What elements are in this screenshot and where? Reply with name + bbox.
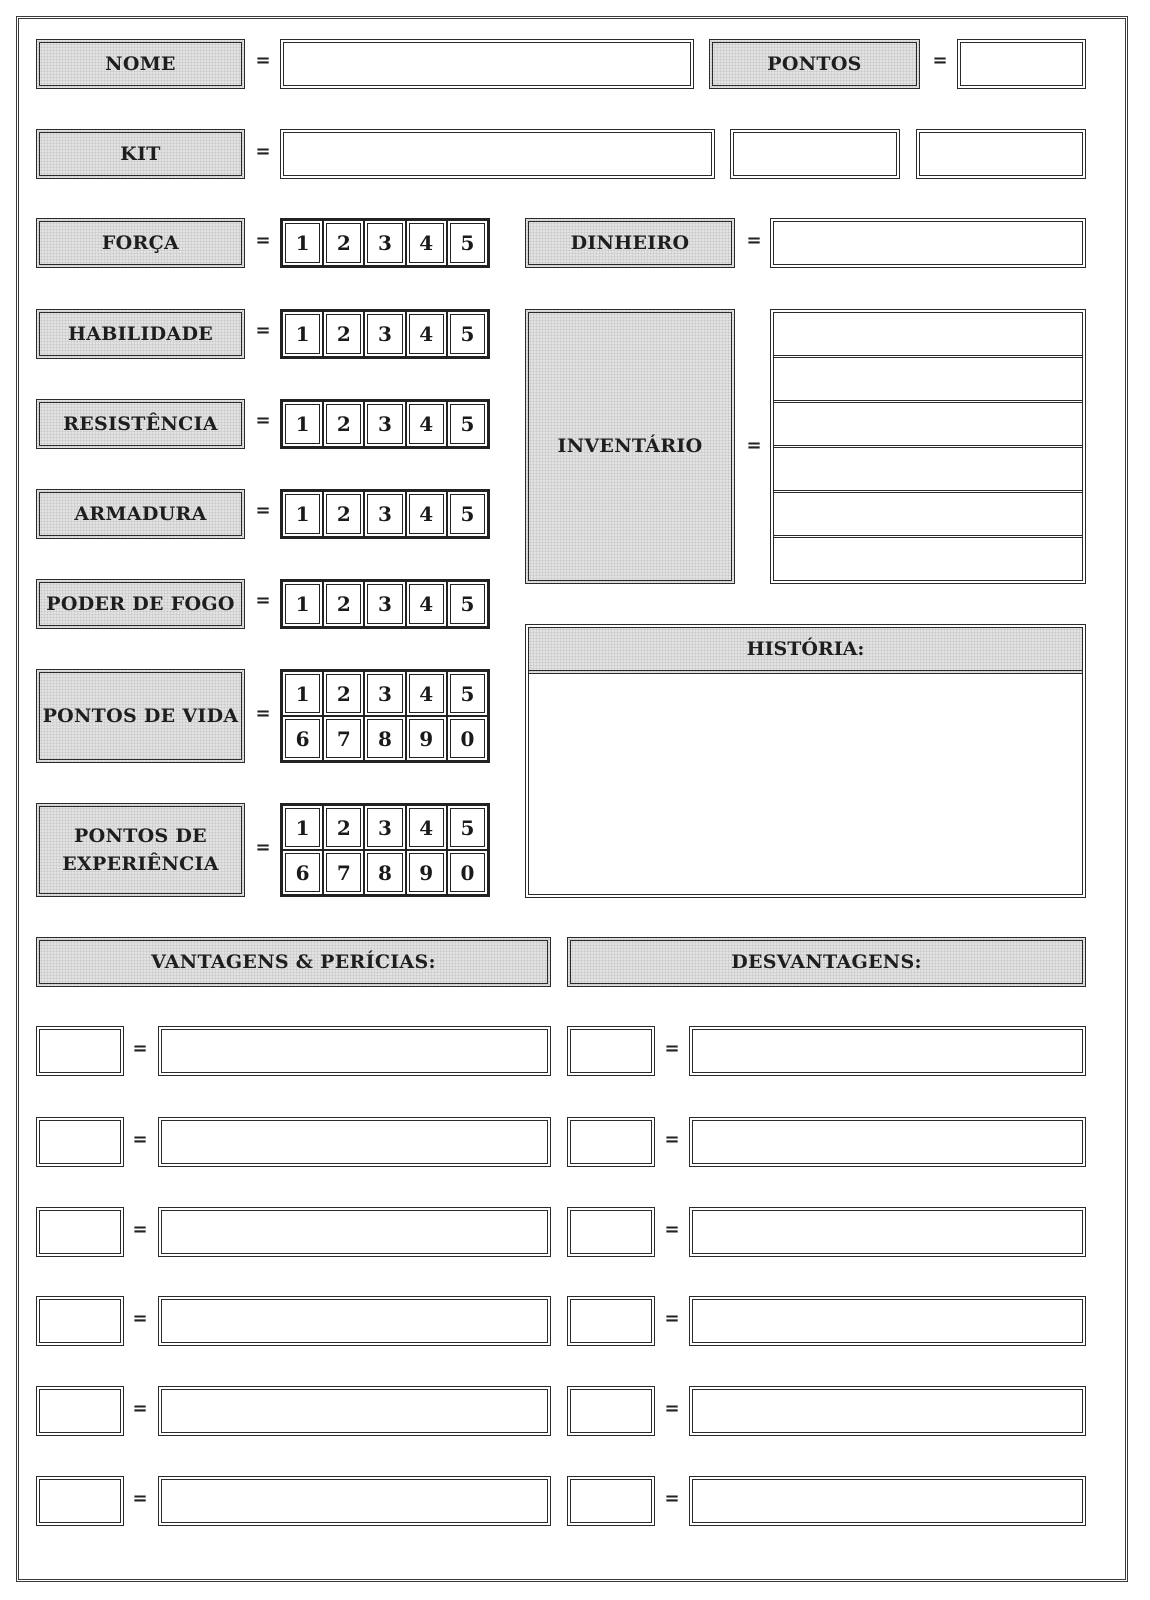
inventory-slot[interactable] [774,403,1082,448]
firepower-scale-cell[interactable]: 2 [324,582,363,626]
points-field[interactable] [957,39,1086,89]
disadvantage-equals: = [664,1038,680,1059]
skill-label: HABILIDADE [36,309,245,359]
life-points-cell[interactable]: 4 [407,672,446,715]
life-points-cell[interactable]: 5 [448,672,487,715]
armor-scale-cell[interactable]: 2 [324,492,363,536]
disadvantage-cost-field[interactable] [567,1386,655,1436]
life-points-cell[interactable]: 9 [407,717,446,760]
life-points-scale [280,669,490,763]
experience-cell[interactable]: 9 [407,851,446,894]
skill-equals: = [255,320,271,341]
kit-extra-field-2[interactable] [916,129,1086,179]
money-equals: = [746,230,762,251]
armor-scale-cell[interactable]: 4 [407,492,446,536]
disadvantage-cost-field[interactable] [567,1296,655,1346]
points-equals: = [932,50,948,71]
strength-scale-cell[interactable]: 3 [365,221,404,265]
advantage-cost-field[interactable] [36,1026,124,1076]
advantage-description-field[interactable] [158,1386,551,1436]
armor-equals: = [255,500,271,521]
strength-scale-cell[interactable]: 4 [407,221,446,265]
inventory-slot[interactable] [774,358,1082,403]
kit-field[interactable] [280,129,715,179]
experience-label-line1: PONTOS DE [74,824,207,847]
armor-scale [280,489,490,539]
skill-scale-cell[interactable]: 4 [407,312,446,356]
firepower-scale-cell[interactable]: 5 [448,582,487,626]
firepower-scale-cell[interactable]: 3 [365,582,404,626]
life-points-cell[interactable]: 1 [283,672,322,715]
strength-scale [280,218,490,268]
strength-scale-cell[interactable]: 2 [324,221,363,265]
inventory-list [770,309,1086,584]
strength-label: FORÇA [36,218,245,268]
inventory-label: INVENTÁRIO [525,309,735,584]
disadvantage-equals: = [664,1129,680,1150]
armor-scale-cell[interactable]: 5 [448,492,487,536]
resistance-scale [280,399,490,449]
resistance-equals: = [255,410,271,431]
experience-cell[interactable]: 0 [448,851,487,894]
advantage-cost-field[interactable] [36,1386,124,1436]
advantage-cost-field[interactable] [36,1296,124,1346]
skill-scale-cell[interactable]: 2 [324,312,363,356]
strength-scale-cell[interactable]: 1 [283,221,322,265]
resistance-scale-cell[interactable]: 2 [324,402,363,446]
resistance-scale-cell[interactable]: 3 [365,402,404,446]
inventory-slot[interactable] [774,313,1082,358]
disadvantage-description-field[interactable] [689,1117,1086,1167]
disadvantage-cost-field[interactable] [567,1207,655,1257]
history-panel [525,624,1086,898]
advantage-description-field[interactable] [158,1207,551,1257]
experience-scale [280,803,490,897]
experience-label-line2: EXPERIÊNCIA [62,853,219,875]
advantage-description-field[interactable] [158,1476,551,1526]
kit-extra-field-1[interactable] [730,129,900,179]
inventory-equals: = [746,435,762,456]
armor-label: ARMADURA [36,489,245,539]
disadvantage-cost-field[interactable] [567,1026,655,1076]
advantage-cost-field[interactable] [36,1476,124,1526]
life-points-equals: = [255,703,271,724]
skill-scale-cell[interactable]: 5 [448,312,487,356]
firepower-scale-cell[interactable]: 4 [407,582,446,626]
advantage-equals: = [132,1129,148,1150]
advantages-header: VANTAGENS & PERÍCIAS: [36,937,551,987]
kit-equals: = [255,141,271,162]
life-points-cell[interactable]: 2 [324,672,363,715]
money-label: DINHEIRO [525,218,735,268]
experience-cell[interactable]: 7 [324,851,363,894]
advantage-equals: = [132,1038,148,1059]
experience-cell[interactable]: 2 [324,806,363,849]
life-points-cell[interactable]: 0 [448,717,487,760]
experience-cell[interactable]: 3 [365,806,404,849]
advantage-description-field[interactable] [158,1026,551,1076]
disadvantage-equals: = [664,1488,680,1509]
name-field[interactable] [280,39,694,89]
advantage-equals: = [132,1219,148,1240]
advantage-cost-field[interactable] [36,1117,124,1167]
resistance-scale-cell[interactable]: 4 [407,402,446,446]
life-points-label: PONTOS DE VIDA [36,669,245,763]
armor-scale-cell[interactable]: 3 [365,492,404,536]
disadvantages-header: DESVANTAGENS: [567,937,1086,987]
resistance-label: RESISTÊNCIA [36,399,245,449]
firepower-scale [280,579,490,629]
strength-scale-cell[interactable]: 5 [448,221,487,265]
firepower-equals: = [255,590,271,611]
experience-equals: = [255,837,271,858]
inventory-slot[interactable] [774,448,1082,493]
resistance-scale-cell[interactable]: 5 [448,402,487,446]
experience-cell[interactable]: 4 [407,806,446,849]
advantage-equals: = [132,1398,148,1419]
experience-cell[interactable]: 8 [365,851,404,894]
life-points-cell[interactable]: 7 [324,717,363,760]
experience-cell[interactable]: 1 [283,806,322,849]
strength-equals: = [255,230,271,251]
name-equals: = [255,50,271,71]
disadvantage-cost-field[interactable] [567,1476,655,1526]
life-points-cell[interactable]: 6 [283,717,322,760]
life-points-cell[interactable]: 3 [365,672,404,715]
disadvantage-equals: = [664,1219,680,1240]
money-field[interactable] [770,218,1086,268]
skill-scale-cell[interactable]: 3 [365,312,404,356]
armor-scale-cell[interactable]: 1 [283,492,322,536]
disadvantage-description-field[interactable] [689,1386,1086,1436]
advantage-equals: = [132,1308,148,1329]
advantage-cost-field[interactable] [36,1207,124,1257]
disadvantage-description-field[interactable] [689,1026,1086,1076]
inventory-slot[interactable] [774,493,1082,538]
advantage-equals: = [132,1488,148,1509]
skill-scale-cell[interactable]: 1 [283,312,322,356]
history-textarea[interactable] [529,674,1082,890]
advantage-description-field[interactable] [158,1296,551,1346]
disadvantage-cost-field[interactable] [567,1117,655,1167]
experience-cell[interactable]: 5 [448,806,487,849]
advantage-description-field[interactable] [158,1117,551,1167]
disadvantage-equals: = [664,1398,680,1419]
disadvantage-description-field[interactable] [689,1476,1086,1526]
kit-label: KIT [36,129,245,179]
resistance-scale-cell[interactable]: 1 [283,402,322,446]
firepower-label: PODER DE FOGO [36,579,245,629]
life-points-cell[interactable]: 8 [365,717,404,760]
inventory-slot[interactable] [774,538,1082,583]
experience-label [36,803,245,897]
history-label: HISTÓRIA: [529,628,1082,674]
firepower-scale-cell[interactable]: 1 [283,582,322,626]
disadvantage-description-field[interactable] [689,1296,1086,1346]
name-label: NOME [36,39,245,89]
disadvantage-description-field[interactable] [689,1207,1086,1257]
skill-scale [280,309,490,359]
disadvantage-equals: = [664,1308,680,1329]
points-label: PONTOS [709,39,920,89]
experience-cell[interactable]: 6 [283,851,322,894]
